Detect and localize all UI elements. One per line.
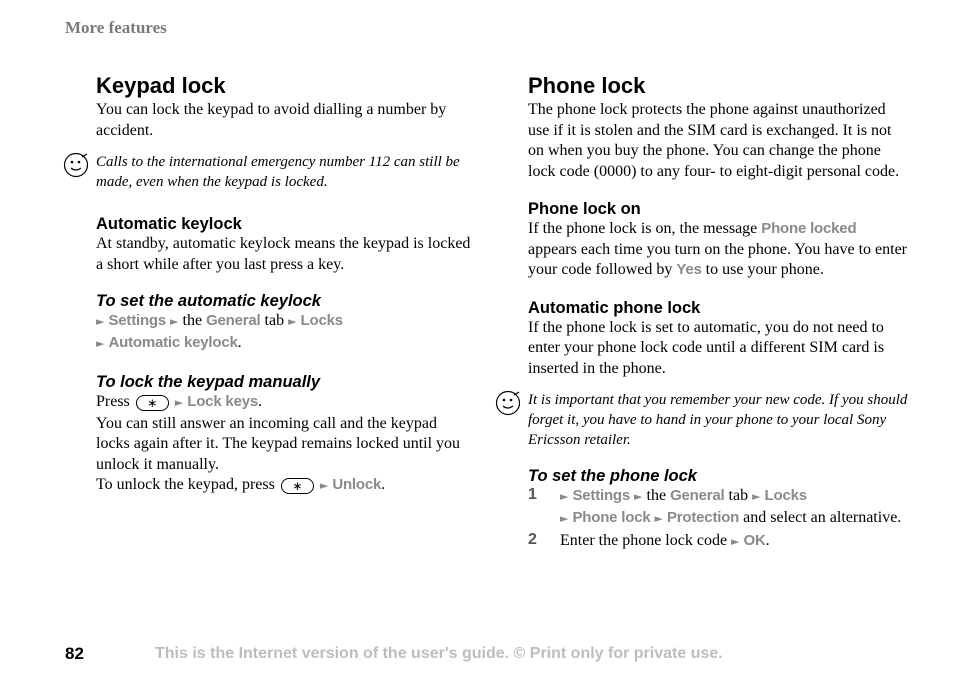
remember-code-note bbox=[528, 390, 908, 450]
left-column bbox=[96, 72, 471, 497]
menu-settings: Settings bbox=[572, 487, 631, 504]
menu-lock-keys: Lock keys bbox=[187, 393, 258, 410]
step-2: 2 Enter the phone lock code ► OK. bbox=[528, 531, 770, 549]
phone-lock-on-text: If the phone lock is on, the message Phone locked appears each time you turn on the phone. You have to enter your code followed by Yes to use your phone. bbox=[528, 220, 908, 278]
step-1: 1 ► Settings ► the General tab ► Locks ► Phone lock ► Protection and select an alternative. bbox=[528, 486, 902, 526]
set-phone-lock-heading: To set the phone lock bbox=[528, 467, 697, 485]
menu-protection: Protection bbox=[666, 508, 740, 526]
star-key-icon: ∗ bbox=[136, 395, 169, 411]
menu-phone-locked: Phone locked bbox=[761, 220, 857, 237]
keypad-lock-intro: You can lock the keypad to avoid dialling a number by accident. bbox=[96, 101, 447, 139]
lock-keypad-manually-heading: To lock the keypad manually bbox=[96, 373, 321, 391]
unlock-keypad-text: To unlock the keypad, press ∗ ► Unlock. bbox=[96, 476, 386, 493]
arrow-icon: ► bbox=[96, 315, 105, 328]
set-automatic-keylock-path: ► Settings ► the General tab ► Locks ► Automatic keylock. bbox=[96, 312, 343, 351]
menu-ok: OK bbox=[743, 532, 766, 549]
arrow-icon: ► bbox=[731, 535, 740, 548]
step-number: 2 bbox=[528, 531, 537, 548]
arrow-icon: ► bbox=[654, 511, 663, 525]
menu-phone-lock: Phone lock bbox=[572, 508, 651, 526]
arrow-icon: ► bbox=[96, 336, 105, 350]
lock-keypad-text: You can still answer an incoming call and the keypad locks again after it. The keypad remains locked until you unlock it manually. bbox=[96, 414, 461, 473]
phone-lock-heading: Phone lock bbox=[528, 73, 646, 98]
menu-unlock: Unlock bbox=[332, 476, 382, 493]
arrow-icon: ► bbox=[174, 396, 184, 409]
automatic-phone-lock-text: If the phone lock is set to automatic, you do not need to enter your phone lock code until a different SIM card is inserted in the phone. bbox=[528, 318, 885, 377]
phone-lock-on-heading: Phone lock on bbox=[528, 200, 641, 218]
page-footer bbox=[0, 644, 954, 666]
menu-general: General bbox=[670, 487, 725, 504]
arrow-icon: ► bbox=[560, 490, 569, 503]
automatic-keylock-heading: Automatic keylock bbox=[96, 215, 242, 233]
set-automatic-keylock-heading: To set the automatic keylock bbox=[96, 292, 321, 310]
footer-notice: This is the Internet version of the user's guide. © Print only for private use. bbox=[155, 645, 723, 662]
keypad-lock-heading: Keypad lock bbox=[96, 73, 226, 98]
arrow-icon: ► bbox=[752, 490, 761, 503]
phone-lock-intro: The phone lock protects the phone against unauthorized use if it is stolen and the SIM card is exchanged. It is not on when you buy the phone. You can change the phone lock code (0000) to any four- to eight-digit personal code. bbox=[528, 101, 900, 180]
star-key-icon: ∗ bbox=[281, 478, 314, 494]
step-number: 1 bbox=[528, 486, 537, 503]
emergency-note-text: Calls to the international emergency number 112 can still be made, even when the keypad is locked. bbox=[96, 154, 460, 190]
menu-general: General bbox=[206, 312, 261, 329]
automatic-phone-lock-heading: Automatic phone lock bbox=[528, 298, 701, 317]
remember-code-note-text: It is important that you remember your new code. If you should forget it, you have to hand in your phone to your local Sony Ericsson retailer. bbox=[528, 392, 908, 448]
tip-icon bbox=[63, 152, 89, 178]
menu-yes: Yes bbox=[676, 261, 702, 278]
automatic-keylock-text: At standby, automatic keylock means the keypad is locked a short while after you last press a key. bbox=[96, 235, 471, 273]
menu-locks: Locks bbox=[300, 312, 343, 329]
arrow-icon: ► bbox=[560, 511, 569, 525]
arrow-icon: ► bbox=[288, 315, 297, 328]
emergency-note bbox=[96, 152, 471, 192]
arrow-icon: ► bbox=[170, 315, 179, 328]
menu-automatic-keylock: Automatic keylock bbox=[108, 333, 238, 351]
arrow-icon: ► bbox=[319, 479, 329, 492]
page-number: 82 bbox=[65, 644, 84, 663]
tip-icon bbox=[495, 390, 521, 416]
menu-locks: Locks bbox=[764, 487, 807, 504]
menu-settings: Settings bbox=[108, 312, 167, 329]
right-column bbox=[528, 72, 908, 553]
running-header: More features bbox=[65, 18, 167, 37]
lock-keypad-press: Press ∗ ► Lock keys. bbox=[96, 393, 262, 410]
arrow-icon: ► bbox=[634, 490, 643, 503]
